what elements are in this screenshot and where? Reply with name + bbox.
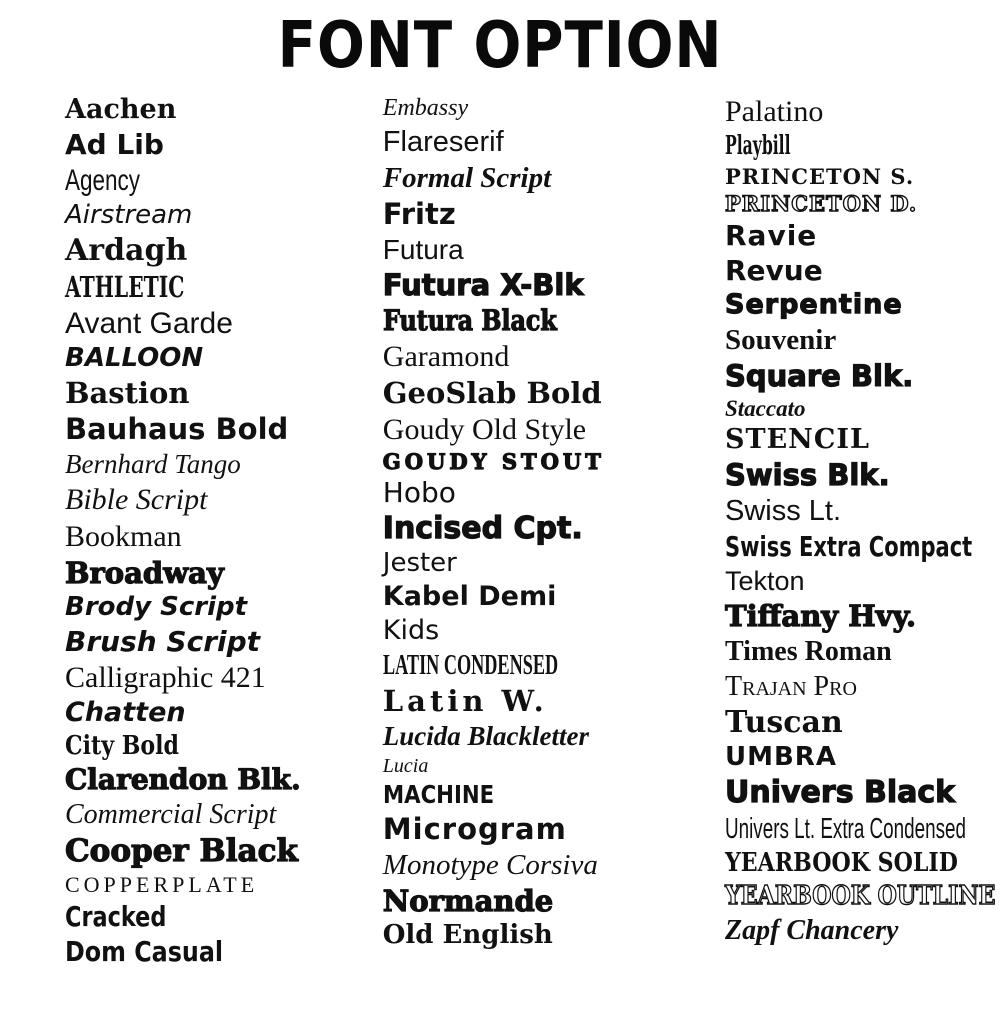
font-sample-machine: MACHINE — [382, 780, 494, 810]
font-sample-futura-black: Futura Black — [382, 303, 557, 337]
font-sample-commercial-script: Commercial Script — [65, 799, 277, 831]
font-sample-balloon: BALLOON — [65, 342, 204, 373]
font-sample-incised-cpt: Incised Cpt. — [382, 511, 583, 547]
font-sample-univers-black: Univers Black — [725, 774, 956, 810]
font-sample-latin-w: Latin W. — [382, 683, 548, 718]
font-sample-geoslab-bold: GeoSlab Bold — [382, 375, 602, 410]
font-column-3 — [725, 95, 996, 972]
font-sample-flareserif: Flareserif — [382, 125, 504, 158]
font-sample-old-english: Old English — [382, 919, 553, 950]
font-sample-univers-lt-extra-condensed: Univers Lt. Extra Condensed — [725, 812, 966, 845]
font-sample-bauhaus-bold: Bauhaus Bold — [65, 411, 289, 446]
font-sample-princeton-d: PRINCETON D. — [725, 191, 918, 217]
font-sample-ardagh: Ardagh — [65, 232, 188, 268]
font-column-2 — [383, 96, 725, 972]
font-sample-swiss-extra-compact: Swiss Extra Compact — [725, 530, 973, 564]
font-sample-trajan-pro: Trajan Pro — [725, 670, 857, 702]
font-sample-lucia: Lucia — [382, 754, 429, 777]
font-sample-revue: Revue — [725, 253, 823, 287]
font-sample-cracked: Cracked — [65, 900, 167, 933]
font-sample-goudy-old-style: Goudy Old Style — [382, 412, 587, 446]
font-sample-goudy-stout: GOUDY STOUT — [382, 448, 605, 474]
font-sample-brody-script: Brody Script — [65, 591, 248, 622]
font-sample-agency: Agency — [65, 163, 141, 197]
font-sample-garamond: Garamond — [382, 339, 510, 373]
font-sample-clarendon-blk: Clarendon Blk. — [65, 763, 301, 797]
font-sample-fritz: Fritz — [382, 196, 456, 231]
font-sample-ad-lib: Ad Lib — [65, 127, 164, 161]
font-sample-yearbook-outline: YEARBOOK OUTLINE — [725, 880, 996, 911]
font-sample-staccato: Staccato — [725, 395, 806, 421]
font-sample-avant-garde: Avant Garde — [65, 306, 233, 340]
font-sample-stencil: STENCIL — [725, 424, 870, 456]
font-sample-brush-script: Brush Script — [65, 624, 261, 658]
font-sample-ravie: Ravie — [725, 218, 818, 252]
font-sample-calligraphic-421: Calligraphic 421 — [65, 660, 266, 694]
font-sample-formal-script: Formal Script — [382, 161, 552, 194]
font-sample-latin-condensed: LATIN CONDENSED — [382, 649, 558, 681]
font-sample-airstream: Airstream — [65, 199, 193, 230]
font-sample-princeton-s: PRINCETON S. — [725, 163, 915, 189]
font-sample-embassy: Embassy — [382, 95, 469, 121]
font-sample-city-bold: City Bold — [65, 730, 180, 761]
font-sample-kids: Kids — [382, 615, 440, 647]
font-sample-aachen: Aachen — [65, 94, 177, 125]
font-sample-monotype-corsiva: Monotype Corsiva — [382, 848, 598, 881]
font-column-1 — [65, 96, 383, 972]
font-sample-lucida-blackletter: Lucida Blackletter — [382, 720, 589, 751]
font-sample-copperplate: COPPERPLATE — [65, 872, 259, 898]
font-sample-normande: Normande — [382, 883, 554, 918]
font-sample-souvenir: Souvenir — [725, 323, 837, 356]
font-sample-hobo: Hobo — [382, 476, 456, 510]
font-sample-jester: Jester — [382, 548, 457, 579]
font-sample-zapf-chancery: Zapf Chancery — [725, 914, 899, 946]
font-sample-serpentine: Serpentine — [725, 288, 903, 320]
font-sample-bernhard-tango: Bernhard Tango — [65, 448, 241, 479]
font-sample-yearbook-solid: YEARBOOK SOLID — [725, 847, 958, 878]
font-sample-tuscan: Tuscan — [725, 704, 843, 740]
font-sample-tiffany-hvy: Tiffany Hvy. — [725, 599, 917, 633]
font-specimen-sheet — [0, 84, 1000, 972]
font-sample-cooper-black: Cooper Black — [65, 833, 298, 870]
font-sample-playbill: Playbill — [725, 131, 791, 162]
font-sample-athletic: ATHLETIC — [65, 269, 185, 304]
font-sample-swiss-blk: Swiss Blk. — [725, 458, 890, 493]
font-sample-tekton: Tekton — [725, 566, 805, 597]
font-sample-kabel-demi: Kabel Demi — [382, 581, 557, 613]
font-sample-times-roman: Times Roman — [725, 636, 892, 668]
page-title: FONT OPTION — [277, 9, 723, 83]
font-sample-swiss-lt: Swiss Lt. — [725, 495, 842, 528]
font-sample-futura-x-blk: Futura X-Blk — [382, 267, 584, 302]
font-sample-palatino: Palatino — [725, 95, 824, 128]
font-sample-broadway: Broadway — [65, 555, 224, 590]
font-sample-bible-script: Bible Script — [65, 482, 208, 516]
font-sample-futura: Futura — [382, 233, 464, 265]
font-sample-chatten: Chatten — [65, 696, 186, 728]
font-sample-umbra: UMBRA — [725, 742, 837, 773]
font-sample-bastion: Bastion — [65, 375, 190, 410]
font-sample-dom-casual: Dom Casual — [65, 934, 224, 968]
font-sample-bookman: Bookman — [65, 519, 182, 553]
font-sample-square-blk: Square Blk. — [725, 358, 914, 393]
font-sample-microgram: Microgram — [382, 811, 567, 846]
